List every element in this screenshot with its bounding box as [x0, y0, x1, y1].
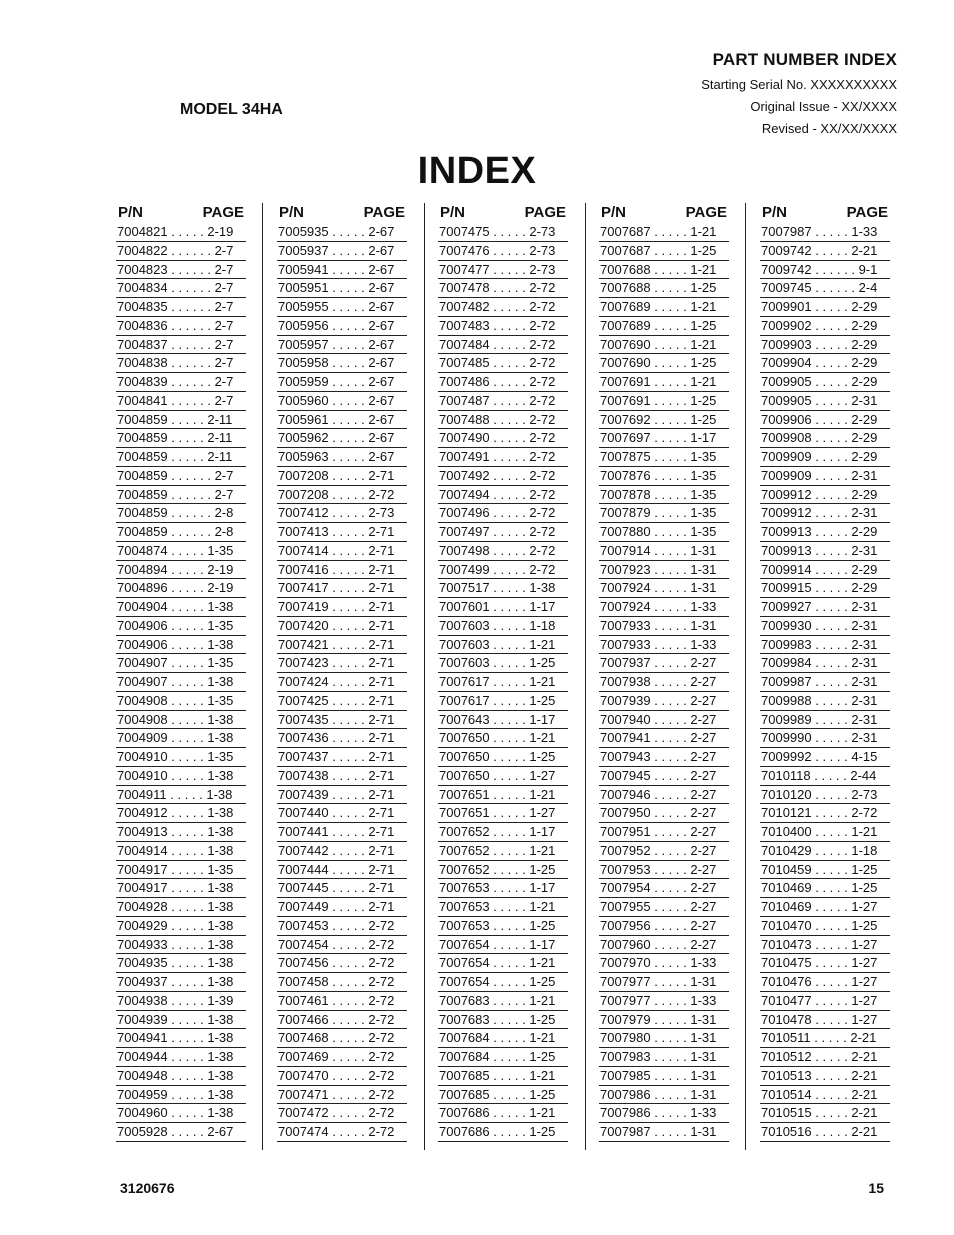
- index-entry: 7004836 . . . . . . 2-7: [116, 317, 246, 336]
- index-entry: 7010470 . . . . . 1-25: [760, 917, 890, 936]
- index-entry: 7007692 . . . . . 1-25: [599, 411, 729, 430]
- index-entry: 7004906 . . . . . 1-35: [116, 617, 246, 636]
- index-entry: 7004910 . . . . . 1-35: [116, 748, 246, 767]
- index-entry: 7004834 . . . . . . 2-7: [116, 279, 246, 298]
- index-entry: 7009742 . . . . . 2-21: [760, 242, 890, 261]
- index-entry: 7007939 . . . . . 2-27: [599, 692, 729, 711]
- index-entry: 7007498 . . . . . 2-72: [438, 542, 568, 561]
- index-entry: 7007697 . . . . . 1-17: [599, 429, 729, 448]
- page-header: PAGE: [524, 204, 566, 221]
- index-entry: 7007654 . . . . . 1-17: [438, 936, 568, 955]
- index-entry: 7007484 . . . . . 2-72: [438, 336, 568, 355]
- index-entry: 7007490 . . . . . 2-72: [438, 429, 568, 448]
- index-entry: 7007477 . . . . . 2-73: [438, 261, 568, 280]
- index-entry: 7010515 . . . . . 2-21: [760, 1104, 890, 1123]
- index-entry: 7009904 . . . . . 2-29: [760, 354, 890, 373]
- index-entry: 7010513 . . . . . 2-21: [760, 1067, 890, 1086]
- index-entry: 7004929 . . . . . 1-38: [116, 917, 246, 936]
- index-entry: 7007478 . . . . . 2-72: [438, 279, 568, 298]
- index-entry: 7007880 . . . . . 1-35: [599, 523, 729, 542]
- index-entry: 7007445 . . . . . 2-71: [277, 879, 407, 898]
- index-entry: 7007689 . . . . . 1-25: [599, 317, 729, 336]
- index-entry: 7009742 . . . . . . 9-1: [760, 261, 890, 280]
- index-column-1: [116, 203, 246, 1142]
- index-entry: 7005941 . . . . . 2-67: [277, 261, 407, 280]
- index-entry: 7007683 . . . . . 1-25: [438, 1011, 568, 1030]
- index-entry: 7007488 . . . . . 2-72: [438, 411, 568, 430]
- page-header: PAGE: [363, 204, 405, 221]
- column-header: [599, 203, 729, 223]
- index-entry: 7009906 . . . . . 2-29: [760, 411, 890, 430]
- index-entry: 7004822 . . . . . . 2-7: [116, 242, 246, 261]
- index-entry: 7007684 . . . . . 1-21: [438, 1029, 568, 1048]
- index-entry: 7005935 . . . . . 2-67: [277, 223, 407, 242]
- pn-header: P/N: [440, 204, 466, 221]
- index-entry: 7004874 . . . . . 1-35: [116, 542, 246, 561]
- index-entry: 7007435 . . . . . 2-71: [277, 711, 407, 730]
- index-entry: 7004959 . . . . . 1-38: [116, 1086, 246, 1105]
- index-entry: 7007492 . . . . . 2-72: [438, 467, 568, 486]
- index-entry: 7007941 . . . . . 2-27: [599, 729, 729, 748]
- index-entry: 7007956 . . . . . 2-27: [599, 917, 729, 936]
- page-header: PAGE: [685, 204, 727, 221]
- index-entry: 7007417 . . . . . 2-71: [277, 579, 407, 598]
- index-entry: 7009908 . . . . . 2-29: [760, 429, 890, 448]
- index-entry: 7004917 . . . . . 1-35: [116, 861, 246, 880]
- index-entry: 7004859 . . . . . 2-11: [116, 448, 246, 467]
- index-entry: 7007416 . . . . . 2-71: [277, 561, 407, 580]
- index-entry: 7004937 . . . . . 1-38: [116, 973, 246, 992]
- column-divider: [424, 203, 425, 1150]
- index-entry: 7009745 . . . . . . 2-4: [760, 279, 890, 298]
- index-entry: 7007685 . . . . . 1-25: [438, 1086, 568, 1105]
- index-entry: 7007482 . . . . . 2-72: [438, 298, 568, 317]
- index-entry: 7007651 . . . . . 1-27: [438, 804, 568, 823]
- index-entry: 7004823 . . . . . . 2-7: [116, 261, 246, 280]
- index-entry: 7004948 . . . . . 1-38: [116, 1067, 246, 1086]
- index-column-5: [760, 203, 890, 1142]
- index-entry: 7004928 . . . . . 1-38: [116, 898, 246, 917]
- section-title: PART NUMBER INDEX: [712, 50, 897, 69]
- index-entry: 7004908 . . . . . 1-38: [116, 711, 246, 730]
- index-entry: 7007691 . . . . . 1-21: [599, 373, 729, 392]
- index-entry: 7004859 . . . . . . 2-8: [116, 504, 246, 523]
- index-entry: 7007424 . . . . . 2-71: [277, 673, 407, 692]
- index-entry: 7007986 . . . . . 1-33: [599, 1104, 729, 1123]
- pn-header: P/N: [279, 204, 305, 221]
- index-entry: 7007472 . . . . . 2-72: [277, 1104, 407, 1123]
- index-entry: 7007875 . . . . . 1-35: [599, 448, 729, 467]
- column-header: [116, 203, 246, 223]
- index-entry: 7005961 . . . . . 2-67: [277, 411, 407, 430]
- index-entry: 7007987 . . . . . 1-31: [599, 1123, 729, 1142]
- index-entry: 7007954 . . . . . 2-27: [599, 879, 729, 898]
- index-entry: 7007437 . . . . . 2-71: [277, 748, 407, 767]
- index-entry: 7007439 . . . . . 2-71: [277, 786, 407, 805]
- index-entry: 7007650 . . . . . 1-25: [438, 748, 568, 767]
- index-entry: 7010514 . . . . . 2-21: [760, 1086, 890, 1105]
- index-entry: 7007914 . . . . . 1-31: [599, 542, 729, 561]
- index-entry: 7007923 . . . . . 1-31: [599, 561, 729, 580]
- index-entry: 7007414 . . . . . 2-71: [277, 542, 407, 561]
- index-entry: 7007960 . . . . . 2-27: [599, 936, 729, 955]
- index-entry: 7009905 . . . . . 2-29: [760, 373, 890, 392]
- index-entry: 7007953 . . . . . 2-27: [599, 861, 729, 880]
- index-entry: 7007617 . . . . . 1-21: [438, 673, 568, 692]
- index-entry: 7007603 . . . . . 1-18: [438, 617, 568, 636]
- index-entry: 7009913 . . . . . 2-29: [760, 523, 890, 542]
- index-entry: 7007208 . . . . . 2-71: [277, 467, 407, 486]
- index-entry: 7004913 . . . . . 1-38: [116, 823, 246, 842]
- index-entry: 7010469 . . . . . 1-25: [760, 879, 890, 898]
- index-entry: 7007486 . . . . . 2-72: [438, 373, 568, 392]
- index-entry: 7004838 . . . . . . 2-7: [116, 354, 246, 373]
- index-entry: 7004907 . . . . . 1-35: [116, 654, 246, 673]
- index-entry: 7007652 . . . . . 1-25: [438, 861, 568, 880]
- index-entry: 7009902 . . . . . 2-29: [760, 317, 890, 336]
- index-entry: 7010516 . . . . . 2-21: [760, 1123, 890, 1142]
- index-entry: 7007986 . . . . . 1-31: [599, 1086, 729, 1105]
- index-entry: 7007684 . . . . . 1-25: [438, 1048, 568, 1067]
- index-entry: 7004859 . . . . . . 2-7: [116, 486, 246, 505]
- index-entry: 7007983 . . . . . 1-31: [599, 1048, 729, 1067]
- index-entry: 7010476 . . . . . 1-27: [760, 973, 890, 992]
- index-entry: 7007687 . . . . . 1-25: [599, 242, 729, 261]
- index-entry: 7007951 . . . . . 2-27: [599, 823, 729, 842]
- index-entry: 7007683 . . . . . 1-21: [438, 992, 568, 1011]
- index-entry: 7007643 . . . . . 1-17: [438, 711, 568, 730]
- index-entry: 7007977 . . . . . 1-33: [599, 992, 729, 1011]
- column-divider: [585, 203, 586, 1150]
- index-entry: 7007423 . . . . . 2-71: [277, 654, 407, 673]
- index-entry: 7007413 . . . . . 2-71: [277, 523, 407, 542]
- index-entry: 7007470 . . . . . 2-72: [277, 1067, 407, 1086]
- index-entry: 7005928 . . . . . 2-67: [116, 1123, 246, 1142]
- index-entry: 7007955 . . . . . 2-27: [599, 898, 729, 917]
- index-entry: 7007979 . . . . . 1-31: [599, 1011, 729, 1030]
- index-entry: 7010400 . . . . . 1-21: [760, 823, 890, 842]
- index-entry: 7007940 . . . . . 2-27: [599, 711, 729, 730]
- index-entry: 7010429 . . . . . 1-18: [760, 842, 890, 861]
- index-entry: 7007653 . . . . . 1-17: [438, 879, 568, 898]
- header-block: [701, 50, 897, 136]
- index-entry: 7007476 . . . . . 2-73: [438, 242, 568, 261]
- index-entry: 7010512 . . . . . 2-21: [760, 1048, 890, 1067]
- index-entry: 7007879 . . . . . 1-35: [599, 504, 729, 523]
- index-entry: 7005955 . . . . . 2-67: [277, 298, 407, 317]
- index-entry: 7004839 . . . . . . 2-7: [116, 373, 246, 392]
- index-entry: 7009912 . . . . . 2-29: [760, 486, 890, 505]
- index-entry: 7010473 . . . . . 1-27: [760, 936, 890, 955]
- index-entry: 7007442 . . . . . 2-71: [277, 842, 407, 861]
- column-divider: [262, 203, 263, 1150]
- index-entry: 7007603 . . . . . 1-25: [438, 654, 568, 673]
- pn-header: P/N: [601, 204, 627, 221]
- column-divider: [745, 203, 746, 1150]
- index-entry: 7007650 . . . . . 1-21: [438, 729, 568, 748]
- index-entry: 7009930 . . . . . 2-31: [760, 617, 890, 636]
- index-entry: 7004859 . . . . . 2-11: [116, 429, 246, 448]
- index-entry: 7010477 . . . . . 1-27: [760, 992, 890, 1011]
- index-entry: 7007496 . . . . . 2-72: [438, 504, 568, 523]
- index-entry: 7010121 . . . . . 2-72: [760, 804, 890, 823]
- index-entry: 7007654 . . . . . 1-25: [438, 973, 568, 992]
- index-entry: 7009988 . . . . . 2-31: [760, 692, 890, 711]
- index-entry: 7004917 . . . . . 1-38: [116, 879, 246, 898]
- index-entry: 7009987 . . . . . 2-31: [760, 673, 890, 692]
- index-entry: 7009989 . . . . . 2-31: [760, 711, 890, 730]
- index-entry: 7007453 . . . . . 2-72: [277, 917, 407, 936]
- index-entry: 7004910 . . . . . 1-38: [116, 767, 246, 786]
- index-entry: 7004938 . . . . . 1-39: [116, 992, 246, 1011]
- index-entry: 7004960 . . . . . 1-38: [116, 1104, 246, 1123]
- index-entry: 7007438 . . . . . 2-71: [277, 767, 407, 786]
- pn-header: P/N: [762, 204, 788, 221]
- column-header: [438, 203, 568, 223]
- index-entry: 7004906 . . . . . 1-38: [116, 636, 246, 655]
- index-entry: 7004939 . . . . . 1-38: [116, 1011, 246, 1030]
- page-title: INDEX: [417, 150, 537, 192]
- index-entry: 7007412 . . . . . 2-73: [277, 504, 407, 523]
- index-entry: 7007441 . . . . . 2-71: [277, 823, 407, 842]
- index-entry: 7004859 . . . . . . 2-8: [116, 523, 246, 542]
- index-entry: 7007497 . . . . . 2-72: [438, 523, 568, 542]
- index-entry: 7007499 . . . . . 2-72: [438, 561, 568, 580]
- index-entry: 7007651 . . . . . 1-21: [438, 786, 568, 805]
- index-entry: 7007987 . . . . . 1-33: [760, 223, 890, 242]
- index-entry: 7005959 . . . . . 2-67: [277, 373, 407, 392]
- index-entry: 7007475 . . . . . 2-73: [438, 223, 568, 242]
- index-entry: 7007938 . . . . . 2-27: [599, 673, 729, 692]
- index-entry: 7007688 . . . . . 1-21: [599, 261, 729, 280]
- index-entry: 7010511 . . . . . 2-21: [760, 1029, 890, 1048]
- index-entry: 7007685 . . . . . 1-21: [438, 1067, 568, 1086]
- index-entry: 7005951 . . . . . 2-67: [277, 279, 407, 298]
- index-entry: 7007686 . . . . . 1-21: [438, 1104, 568, 1123]
- index-entry: 7004896 . . . . . 2-19: [116, 579, 246, 598]
- index-entry: 7007924 . . . . . 1-33: [599, 598, 729, 617]
- index-entry: 7009984 . . . . . 2-31: [760, 654, 890, 673]
- index-entry: 7007933 . . . . . 1-33: [599, 636, 729, 655]
- index-entry: 7004911 . . . . . 1-38: [116, 786, 246, 805]
- index-entry: 7004835 . . . . . . 2-7: [116, 298, 246, 317]
- index-entry: 7007688 . . . . . 1-25: [599, 279, 729, 298]
- revised-line: Revised - XX/XX/XXXX: [761, 121, 897, 136]
- index-entry: 7009903 . . . . . 2-29: [760, 336, 890, 355]
- index-entry: 7007690 . . . . . 1-25: [599, 354, 729, 373]
- index-entry: 7007970 . . . . . 1-33: [599, 954, 729, 973]
- index-entry: 7010459 . . . . . 1-25: [760, 861, 890, 880]
- index-entry: 7007617 . . . . . 1-25: [438, 692, 568, 711]
- index-entry: 7009914 . . . . . 2-29: [760, 561, 890, 580]
- index-entry: 7007468 . . . . . 2-72: [277, 1029, 407, 1048]
- index-entry: 7007952 . . . . . 2-27: [599, 842, 729, 861]
- index-entry: 7007458 . . . . . 2-72: [277, 973, 407, 992]
- index-entry: 7007461 . . . . . 2-72: [277, 992, 407, 1011]
- index-entry: 7007937 . . . . . 2-27: [599, 654, 729, 673]
- index-entry: 7009915 . . . . . 2-29: [760, 579, 890, 598]
- index-entry: 7007487 . . . . . 2-72: [438, 392, 568, 411]
- index-entry: 7007449 . . . . . 2-71: [277, 898, 407, 917]
- index-entry: 7007653 . . . . . 1-25: [438, 917, 568, 936]
- index-entry: 7007421 . . . . . 2-71: [277, 636, 407, 655]
- index-entry: 7007517 . . . . . 1-38: [438, 579, 568, 598]
- index-columns: [0, 203, 954, 1153]
- serial-number-line: Starting Serial No. XXXXXXXXXX: [701, 77, 897, 92]
- index-column-3: [438, 203, 568, 1142]
- column-header: [277, 203, 407, 223]
- index-entry: 7007686 . . . . . 1-25: [438, 1123, 568, 1142]
- index-entry: 7010469 . . . . . 1-27: [760, 898, 890, 917]
- index-entry: 7010475 . . . . . 1-27: [760, 954, 890, 973]
- index-entry: 7004909 . . . . . 1-38: [116, 729, 246, 748]
- index-entry: 7007878 . . . . . 1-35: [599, 486, 729, 505]
- index-entry: 7004944 . . . . . 1-38: [116, 1048, 246, 1067]
- index-entry: 7009909 . . . . . 2-31: [760, 467, 890, 486]
- index-entry: 7007485 . . . . . 2-72: [438, 354, 568, 373]
- document-number: 3120676: [120, 1180, 175, 1196]
- index-entry: 7007440 . . . . . 2-71: [277, 804, 407, 823]
- index-entry: 7007208 . . . . . 2-72: [277, 486, 407, 505]
- index-entry: 7010478 . . . . . 1-27: [760, 1011, 890, 1030]
- index-entry: 7009990 . . . . . 2-31: [760, 729, 890, 748]
- index-entry: 7004837 . . . . . . 2-7: [116, 336, 246, 355]
- index-entry: 7007419 . . . . . 2-71: [277, 598, 407, 617]
- index-entry: 7004821 . . . . . 2-19: [116, 223, 246, 242]
- index-entry: 7009992 . . . . . 4-15: [760, 748, 890, 767]
- index-entry: 7007689 . . . . . 1-21: [599, 298, 729, 317]
- index-entry: 7004859 . . . . . 2-11: [116, 411, 246, 430]
- index-entry: 7004912 . . . . . 1-38: [116, 804, 246, 823]
- index-entry: 7007977 . . . . . 1-31: [599, 973, 729, 992]
- index-entry: 7009909 . . . . . 2-29: [760, 448, 890, 467]
- index-entry: 7009901 . . . . . 2-29: [760, 298, 890, 317]
- index-entry: 7004933 . . . . . 1-38: [116, 936, 246, 955]
- index-entry: 7007601 . . . . . 1-17: [438, 598, 568, 617]
- index-entry: 7007933 . . . . . 1-31: [599, 617, 729, 636]
- index-entry: 7005962 . . . . . 2-67: [277, 429, 407, 448]
- index-entry: 7007494 . . . . . 2-72: [438, 486, 568, 505]
- index-entry: 7007444 . . . . . 2-71: [277, 861, 407, 880]
- index-entry: 7010118 . . . . . 2-44: [760, 767, 890, 786]
- original-issue-line: Original Issue - XX/XXXX: [750, 99, 897, 114]
- index-entry: 7005960 . . . . . 2-67: [277, 392, 407, 411]
- index-entry: 7007946 . . . . . 2-27: [599, 786, 729, 805]
- index-entry: 7007650 . . . . . 1-27: [438, 767, 568, 786]
- index-entry: 7007876 . . . . . 1-35: [599, 467, 729, 486]
- index-column-2: [277, 203, 407, 1142]
- index-entry: 7005956 . . . . . 2-67: [277, 317, 407, 336]
- index-entry: 7007654 . . . . . 1-21: [438, 954, 568, 973]
- index-entry: 7007456 . . . . . 2-72: [277, 954, 407, 973]
- index-entry: 7005957 . . . . . 2-67: [277, 336, 407, 355]
- index-entry: 7004904 . . . . . 1-38: [116, 598, 246, 617]
- index-entry: 7005937 . . . . . 2-67: [277, 242, 407, 261]
- index-entry: 7007943 . . . . . 2-27: [599, 748, 729, 767]
- index-entry: 7007690 . . . . . 1-21: [599, 336, 729, 355]
- index-entry: 7004894 . . . . . 2-19: [116, 561, 246, 580]
- index-entry: 7007924 . . . . . 1-31: [599, 579, 729, 598]
- index-column-4: [599, 203, 729, 1142]
- index-entry: 7007483 . . . . . 2-72: [438, 317, 568, 336]
- index-entry: 7010120 . . . . . 2-73: [760, 786, 890, 805]
- index-entry: 7009912 . . . . . 2-31: [760, 504, 890, 523]
- index-entry: 7004941 . . . . . 1-38: [116, 1029, 246, 1048]
- index-entry: 7007471 . . . . . 2-72: [277, 1086, 407, 1105]
- index-entry: 7007945 . . . . . 2-27: [599, 767, 729, 786]
- index-entry: 7007425 . . . . . 2-71: [277, 692, 407, 711]
- page-header: PAGE: [846, 204, 888, 221]
- index-entry: 7007491 . . . . . 2-72: [438, 448, 568, 467]
- index-entry: 7004914 . . . . . 1-38: [116, 842, 246, 861]
- index-entry: 7007474 . . . . . 2-72: [277, 1123, 407, 1142]
- index-entry: 7009983 . . . . . 2-31: [760, 636, 890, 655]
- index-entry: 7007691 . . . . . 1-25: [599, 392, 729, 411]
- index-entry: 7004907 . . . . . 1-38: [116, 673, 246, 692]
- index-entry: 7004841 . . . . . . 2-7: [116, 392, 246, 411]
- index-entry: 7007652 . . . . . 1-21: [438, 842, 568, 861]
- pn-header: P/N: [118, 204, 144, 221]
- column-header: [760, 203, 890, 223]
- index-entry: 7007469 . . . . . 2-72: [277, 1048, 407, 1067]
- index-entry: 7007652 . . . . . 1-17: [438, 823, 568, 842]
- index-entry: 7007436 . . . . . 2-71: [277, 729, 407, 748]
- index-entry: 7007420 . . . . . 2-71: [277, 617, 407, 636]
- index-entry: 7007466 . . . . . 2-72: [277, 1011, 407, 1030]
- index-entry: 7009913 . . . . . 2-31: [760, 542, 890, 561]
- index-entry: 7009905 . . . . . 2-31: [760, 392, 890, 411]
- index-entry: 7004908 . . . . . 1-35: [116, 692, 246, 711]
- index-entry: 7007980 . . . . . 1-31: [599, 1029, 729, 1048]
- index-entry: 7007950 . . . . . 2-27: [599, 804, 729, 823]
- index-entry: 7007653 . . . . . 1-21: [438, 898, 568, 917]
- index-entry: 7005963 . . . . . 2-67: [277, 448, 407, 467]
- page-header: PAGE: [202, 204, 244, 221]
- index-entry: 7007687 . . . . . 1-21: [599, 223, 729, 242]
- index-entry: 7009927 . . . . . 2-31: [760, 598, 890, 617]
- index-entry: 7007985 . . . . . 1-31: [599, 1067, 729, 1086]
- index-entry: 7007603 . . . . . 1-21: [438, 636, 568, 655]
- index-entry: 7004859 . . . . . . 2-7: [116, 467, 246, 486]
- model-label: MODEL 34HA: [180, 101, 283, 118]
- page-number: 15: [868, 1180, 884, 1196]
- index-entry: 7004935 . . . . . 1-38: [116, 954, 246, 973]
- index-entry: 7005958 . . . . . 2-67: [277, 354, 407, 373]
- index-entry: 7007454 . . . . . 2-72: [277, 936, 407, 955]
